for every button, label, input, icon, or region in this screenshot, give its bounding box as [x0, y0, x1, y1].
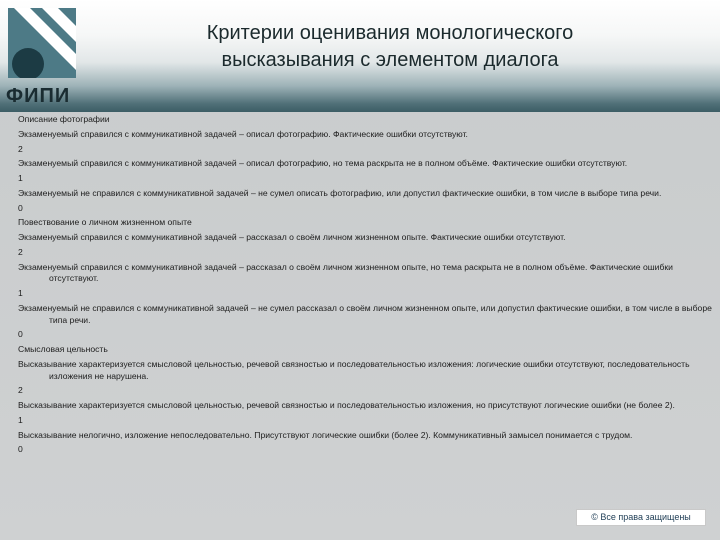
- score-value: 0: [18, 202, 23, 213]
- criteria-list: [18, 114, 718, 459]
- title-line-1: Критерии оценивания монологического: [206, 22, 574, 44]
- score-value: 2: [18, 247, 23, 258]
- criterion-text: Высказывание нелогично, изложение непоследовательно. Присутствуют логические ошибки (более 2). Коммуникативный замысел понимается с трудом.: [18, 429, 633, 440]
- title-line-2: высказывания с элементом диалога: [221, 49, 559, 71]
- slide-header: [0, 0, 720, 112]
- criterion-text: Экзаменуемый справился с коммуникативной задачей – рассказал о своём личном жизненном опыте. Фактические ошибки отсутствуют.: [18, 232, 566, 243]
- score-value: 1: [18, 173, 23, 184]
- criterion-text: Высказывание характеризуется смысловой цельностью, речевой связностью и последовательностью изложения, но присутствуют логические ошибки (не более 2).: [18, 400, 675, 411]
- score-value: 2: [18, 143, 23, 154]
- logo-text: ФИПИ: [6, 85, 71, 107]
- copyright-notice: © Все права защищены: [576, 509, 706, 526]
- criterion-text: Высказывание характеризуется смысловой цельностью, речевой связностью и последовательностью изложения: логические ошибки отсутствуют, последовательность изложения не нарушена.: [18, 358, 690, 381]
- score-value: 1: [18, 414, 23, 425]
- criterion-text: Экзаменуемый не справился с коммуникативной задачей – не сумел описать фотографию, или допустил фактические ошибки, в том числе в выборе типа речи.: [18, 187, 662, 198]
- score-value: 1: [18, 288, 23, 299]
- section-heading: Описание фотографии: [18, 114, 110, 124]
- section-heading: Смысловая цельность: [18, 344, 108, 355]
- score-value: 0: [18, 329, 23, 340]
- criterion-text: Экзаменуемый не справился с коммуникативной задачей – не сумел рассказал о своём личном жизненном опыте, или допустил фактические ошибки, в том числе в выборе типа речи.: [18, 302, 712, 325]
- section-heading: Повествование о личном жизненном опыте: [18, 217, 192, 228]
- criterion-text: Экзаменуемый справился с коммуникативной задачей – описал фотографию, но тема раскрыта не в полном объёме. Фактические ошибки отсутствуют.: [18, 158, 628, 169]
- score-value: 0: [18, 444, 23, 455]
- slide-title: [150, 20, 630, 74]
- score-value: 2: [18, 385, 23, 396]
- fipi-logo-mark-icon: [8, 8, 76, 78]
- fipi-logo: [8, 8, 76, 78]
- criterion-text: Экзаменуемый справился с коммуникативной задачей – описал фотографию. Фактические ошибки отсутствуют.: [18, 128, 468, 139]
- criterion-text: Экзаменуемый справился с коммуникативной задачей – рассказал о своём личном жизненном опыте, но тема раскрыта не в полном объёме. Фактические ошибки отсутствуют.: [18, 261, 673, 284]
